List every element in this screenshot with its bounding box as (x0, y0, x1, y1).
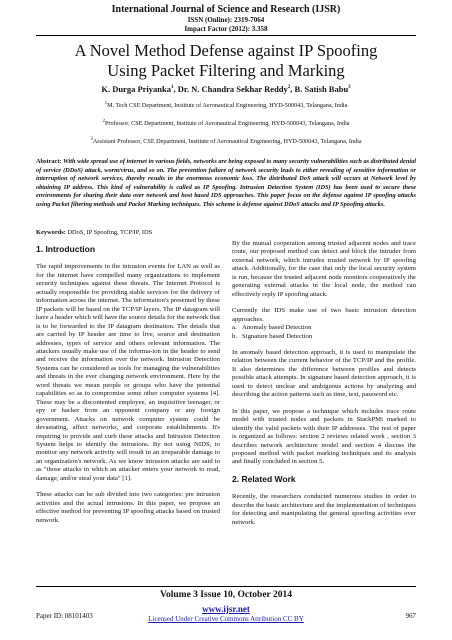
affiliation-2-sup: 2 (102, 119, 105, 124)
abstract-text: With wide spread use of internet in various fields, networks are being exposed to many security vulnerabilities such as distributed denial of service (DDoS) attack, worm/virus, and so on. The prevention failure of network security leads to either revealing of sensitive information or interruption of network services, thereby results in the enormous economic loss. The distributed DoS attack will occurs at Network level by obtaining IP address. This kind of vulnerability is called as IP Spoofing. Intrusion Detection System (IDS) has been used to secure these environments for sharing their data over network and host based IDS approaches. This paper focus on the defense against IP spoofing attacks using Packet filtering methods and Packet Marking techniques. This scheme is defense against DDoS attacks and IP Spoofing attacks. (36, 158, 416, 208)
affiliation-2 (0, 119, 452, 127)
detection-approaches-list (232, 324, 416, 341)
list-text: Signature based Detection (242, 332, 313, 340)
right-paragraph-3: In anomaly based detection approach, it is used to manipulate the relation between the current behavior of the TCP/IP and the profile. It also determines the difference between profiles and detects possible attack attempts. In signature based detection approach, it is used to detect unclear and ambiguous actions by analyzing and describing the action patterns such as time, text, password etc. (232, 348, 416, 399)
journal-name: International Journal of Science and Research (IJSR) (111, 4, 341, 15)
author-1: K. Durga Priyanka (101, 84, 171, 94)
footer-rule (36, 586, 416, 587)
right-paragraph-4: In this paper, we propose a technique which includes trace route model with trusted nodes and packets in StackPMi marked to identify the valid packets with their IP addresses. The rest of paper is organized as follows: section 2 reviews related work , section 3 describes network architecture model and section 4 discuss the proposed method with packet marking techniques and its analysis and finally concluded in section 5. (232, 407, 416, 466)
paper-title (0, 41, 452, 81)
license-link[interactable]: Licensed Under Creative Commons Attribution CC BY (148, 615, 304, 623)
header-rule (36, 35, 416, 36)
keywords (36, 229, 416, 236)
keywords-text: DDoS, IP Spoofing, TCP/IP, IDS (67, 229, 153, 236)
intro-paragraph-1: The rapid improvements in the intrusion events for LAN as well as for the internet have compelled many organizations to implement security techniques against these threats. The Internet Protocol is actually responsible for providing stable services for the delivery of information across the internet. The information's presented by these IP packets will be based on the TCP/IP layers. The IP datagram will have a header which will have the source details for the network that is to be forwarded to the IP datagram destination. The details that are carried by IP header are time to live, source and destination addresses, types of service and others relevant information. The attackers usually make use of the informa-ion in the header to send and receive the information over the network. Intrusion Detection Systems can be considered as tools for managing the vulnerabilities and threats in the ever changing network environment. Here by the word threats we mean people or groups who have the potential capabilities so as to compromise some other computer systems [4]. These may be a discontented employee, an inquisitive teenager, or spy or hacker from an opponent company or any foreign government. Attacks on network computer system could be devastating, affect networks, and corporate establishments. It's requiring to provide and curb these attacks and Intrusion Detection System helps to identify the intrusions. By not using NIDS, to monitor any network activity will result in an irreparable damage to an organization's network. As we know intrusion attacks are said to as "those attacks in which an attacker enters your network to read, damage, and/or steal your data" [1]. (36, 263, 220, 482)
page-number: 967 (405, 612, 416, 620)
title-line-1: A Novel Method Defense against IP Spoofing (74, 41, 378, 60)
author-3: B. Satish Babu (294, 84, 349, 94)
right-paragraph-5: Recently, the researchers conducted numerous studies in order to describe the basic architecture and the implementation of techniques for detecting and manipulating the general spoofing activities over network. (232, 493, 416, 526)
abstract (36, 158, 416, 210)
affiliation-2-text: Professor, CSE Department, Institute of Aeronautical Engineering, HYD-500043, Telangana, India (104, 120, 350, 128)
paper-id: Paper ID: 08101403 (36, 612, 93, 620)
right-column (232, 240, 416, 535)
impact-factor: Impact Factor (2012): 3.358 (184, 25, 268, 33)
author-1-sup: 1 (170, 85, 174, 91)
section-heading-related-work: 2. Related Work (232, 473, 296, 484)
affiliation-3 (0, 137, 452, 145)
abstract-label: Abstract: (36, 158, 62, 165)
right-paragraph-2: Currently the IDS make use of two basic intrusion detection approaches. (232, 307, 416, 323)
author-3-sup: 3 (348, 85, 351, 91)
left-column (36, 245, 220, 533)
affiliation-1 (0, 101, 452, 109)
right-paragraph-1: By the mutual cooperation among trusted adjacent nodes and trace route, our proposed method can detect and block the intruder from external network, which intrudes trusted network by IP spoofing attack. Additionally, for the case that only the local security system is run, because the trusted adjacent node monitors cooperatively the generating external attacks in the local node, the method can effectively reply IP spoofing attack. (232, 240, 416, 298)
volume-info: Volume 3 Issue 10, October 2014 (160, 590, 292, 600)
affiliation-3-text: Assistant Professor, CSE Department, Institute of Aeronautical Engineering, HYD-500043, Telangana, India (92, 138, 362, 146)
list-marker: b. (232, 332, 238, 340)
section-heading-introduction: 1. Introduction (36, 244, 96, 254)
title-line-2: Using Packet Filtering and Marking (107, 61, 345, 80)
list-text: Anomaly based Detection (242, 324, 312, 332)
issn: ISSN (Online): 2319-7064 (187, 16, 265, 24)
affiliation-1-text: M. Tech CSE Department, Institute of Aeronautical Engineering, HYD-500043, Telangana, India (107, 102, 348, 110)
intro-paragraph-2: These attacks can be sub divided into two categories: pre intrusion activities and the actual intrusions. In this paper, we propose an effective method for preventing IP spoofing attacks based on trusted network. (36, 491, 220, 524)
list-marker: a. (232, 324, 237, 332)
authors: K. Durga Priyanka$^1$, Dr. N. Chandra Sekhar Reddy$^2$, B. Satish Babu$^3$ (101, 84, 351, 94)
keywords-label: Keywords: (36, 229, 66, 236)
website-link[interactable]: www.ijsr.net (202, 604, 250, 614)
author-2: Dr. N. Chandra Sekhar Reddy (177, 84, 288, 94)
author-2-sup: 2 (287, 85, 291, 91)
affiliation-3-sup: 3 (90, 137, 93, 142)
affiliation-1-sup: 1 (104, 101, 108, 106)
list-item (232, 324, 416, 332)
list-item (232, 333, 416, 341)
